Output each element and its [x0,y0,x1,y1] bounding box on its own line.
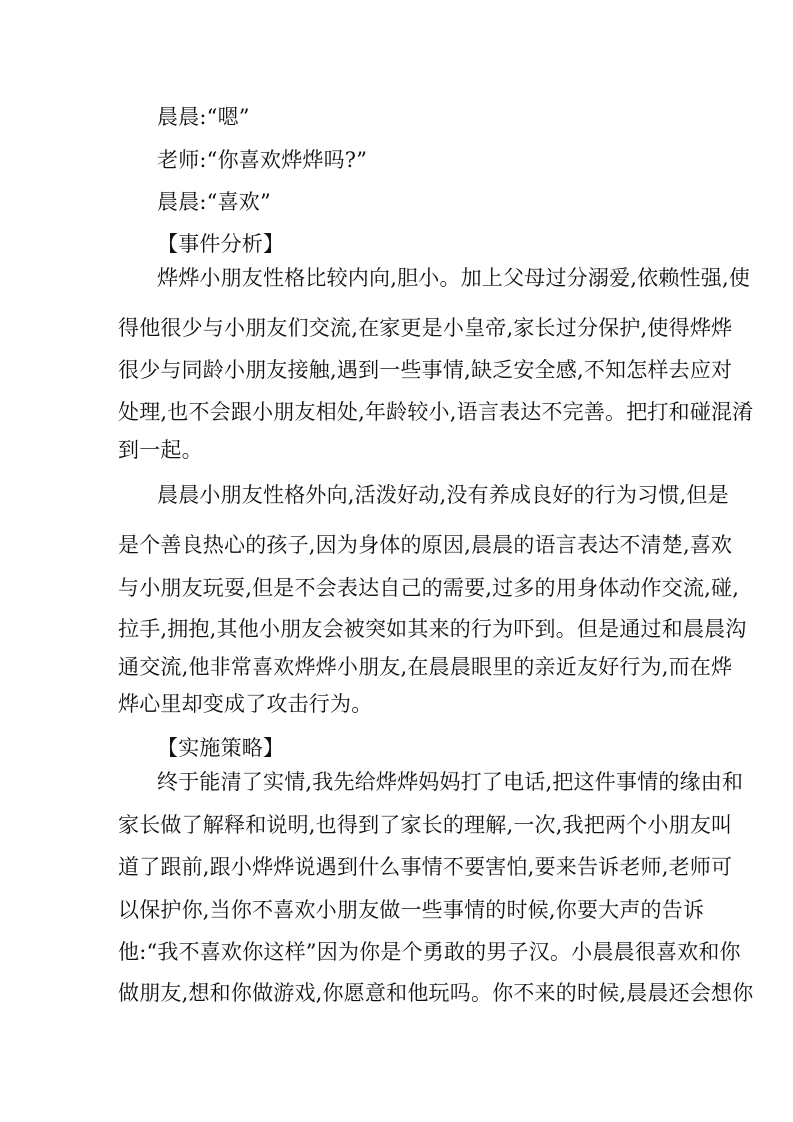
paragraph-line: 家长做了解释和说明,也得到了家长的理解,一次,我把两个小朋友叫 [118,813,733,837]
dialogue-line: 晨晨:“喜欢” [157,190,271,214]
paragraph-line: 他:“我不喜欢你这样”因为你是个勇敢的男子汉。小晨晨很喜欢和你 [118,940,741,964]
paragraph-line: 拉手,拥抱,其他小朋友会被突如其来的行为吓到。但是通过和晨晨沟 [118,617,747,641]
paragraph-line: 到一起。 [118,438,203,462]
paragraph-line: 是个善良热心的孩子,因为身体的原因,晨晨的语言表达不清楚,喜欢 [118,533,733,557]
paragraph-line: 终于能清了实情,我先给烨烨妈妈打了电话,把这件事情的缘由和 [157,770,744,794]
dialogue-line: 晨晨:“嗯” [157,105,250,129]
paragraph-line: 与小朋友玩耍,但是不会表达自己的需要,过多的用身体动作交流,碰, [118,576,740,600]
paragraph-line: 通交流,他非常喜欢烨烨小朋友,在晨晨眼里的亲近友好行为,而在烨 [118,655,733,679]
paragraph-line: 做朋友,想和你做游戏,你愿意和他玩吗。你不来的时候,晨晨还会想你 [118,981,754,1005]
paragraph-line: 处理,也不会跟小朋友相处,年龄较小,语言表达不完善。把打和碰混淆 [118,400,754,424]
paragraph-line: 烨烨小朋友性格比较内向,胆小。加上父母过分溺爱,依赖性强,使 [157,266,751,290]
paragraph-line: 道了跟前,跟小烨烨说遇到什么事情不要害怕,要来告诉老师,老师可 [118,855,733,879]
paragraph-line: 烨心里却变成了攻击行为。 [118,692,373,716]
dialogue-line: 老师:“你喜欢烨烨吗?” [157,148,368,172]
paragraph-line: 晨晨小朋友性格外向,活泼好动,没有养成良好的行为习惯,但是 [157,483,729,507]
paragraph-line: 以保护你,当你不喜欢小朋友做一些事情的时候,你要大声的告诉 [118,898,705,922]
paragraph-line: 很少与同龄小朋友接触,遇到一些事情,缺乏安全感,不知怎样去应对 [118,358,733,382]
section-heading: 【事件分析】 [157,232,285,256]
section-heading: 【实施策略】 [157,736,285,760]
paragraph-line: 得他很少与小朋友们交流,在家更是小皇帝,家长过分保护,使得烨烨 [118,316,733,340]
